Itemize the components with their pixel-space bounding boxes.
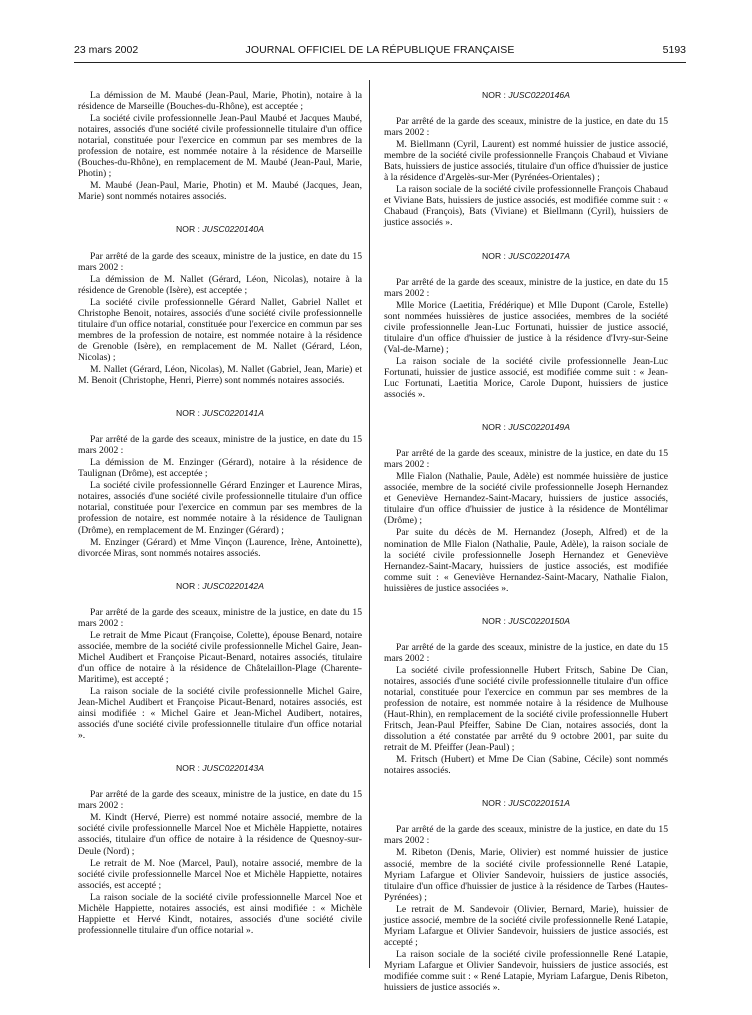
paragraph: Par arrêté de la garde des sceaux, ministre de la justice, en date du 15 mars 2002 : (384, 448, 668, 471)
paragraph: La démission de M. Enzinger (Gérard), notaire à la résidence de Taulignan (Drôme), est acceptée ; (78, 457, 362, 480)
column-divider (369, 80, 370, 968)
nor-label: NOR : (176, 580, 200, 591)
paragraph: M. Ribeton (Denis, Marie, Olivier) est nommé huissier de justice associé, membre de la société civile professionnelle René Latapie, Myriam Lafargue et Olivier Sandevoir, huissiers de justice associés, titulaire d'un office d'huissier de justice à la résidence de Tarbes (Hautes-Pyrénées) ; (384, 847, 668, 903)
paragraph: La raison sociale de la société civile professionnelle Marcel Noe et Michèle Happiette, notaires associés, est ainsi modifiée : « Michèle Happiette et Hervé Kindt, notaires, associés d'une société civile professionnelle titulaire d'un office notarial ». (78, 891, 362, 936)
nor-code: JUSC0220150A (508, 615, 570, 626)
paragraph: M. Kindt (Hervé, Pierre) est nommé notaire associé, membre de la société civile professionnelle Marcel Noe et Michèle Happiette, notaires associés, titulaire d'un office de notaire à la résidence de Quesnoy-sur-Deule (Nord) ; (78, 812, 362, 857)
decree-block (384, 422, 668, 594)
nor-code: JUSC0220141A (202, 408, 264, 419)
paragraph: Par arrêté de la garde des sceaux, ministre de la justice, en date du 15 mars 2002 : (384, 824, 668, 847)
paragraph: M. Fritsch (Hubert) et Mme De Cian (Sabine, Cécile) sont nommés notaires associés. (384, 754, 668, 777)
left-column (78, 90, 362, 958)
decree-block (78, 224, 362, 386)
decree-block (384, 90, 668, 229)
nor-reference (78, 763, 362, 774)
paragraph: M. Maubé (Jean-Paul, Marie, Photin) et M. Maubé (Jacques, Jean, Marie) sont nommés notaires associés. (78, 180, 362, 203)
paragraph: M. Nallet (Gérard, Léon, Nicolas), M. Nallet (Gabriel, Jean, Marie) et M. Benoit (Christophe, Henri, Pierre) sont nommés notaires associés. (78, 363, 362, 387)
paragraph: Par arrêté de la garde des sceaux, ministre de la justice, en date du 15 mars 2002 : (384, 116, 668, 139)
paragraph: Mlle Morice (Laetitia, Frédérique) et Mlle Dupont (Carole, Estelle) sont nommées huissières de justice associées, membres de la société civile professionnelle Jean-Luc Fortunati, huissier de justice associé, titulaire d'un office d'huissier de justice à la résidence d'Ivry-sur-Seine (Val-de-Marne) ; (384, 299, 668, 355)
nor-code: JUSC0220143A (202, 763, 264, 774)
paragraph: La société civile professionnelle Hubert Fritsch, Sabine De Cian, notaires, associés d'une société civile professionnelle titulaire d'un office notarial, constituée pour l'exercice en commun par ses membres de la profession de notaire, est nommée notaire à la résidence de Mulhouse (Haut-Rhin), en remplacement de la société civile professionnelle Hubert Fritsch, Jean-Paul Pfeiffer, Sabine De Cian, notaires associés, dont la dissolution a été constatée par arrêté du 9 octobre 2001, par suite du retrait de M. Pfeiffer (Jean-Paul) ; (384, 664, 668, 754)
nor-label: NOR : (482, 615, 506, 626)
decree-block (78, 763, 362, 936)
nor-label: NOR : (176, 763, 200, 774)
paragraph: La démission de M. Nallet (Gérard, Léon, Nicolas), notaire à la résidence de Grenoble (Isère), est acceptée ; (78, 273, 362, 296)
nor-code: JUSC0220147A (508, 250, 570, 261)
paragraph: M. Biellmann (Cyril, Laurent) est nommé huissier de justice associé, membre de la société civile professionnelle François Chabaud et Viviane Bats, huissiers de justice associés, titulaire d'un office d'huissier de justice à la résidence d'Argelès-sur-Mer (Pyrénées-Orientales) ; (384, 139, 668, 184)
nor-label: NOR : (482, 798, 506, 809)
decree-block (78, 90, 362, 202)
nor-reference (384, 422, 668, 433)
paragraph: Par arrêté de la garde des sceaux, ministre de la justice, en date du 15 mars 2002 : (78, 789, 362, 812)
page-header (74, 44, 686, 60)
nor-reference (78, 224, 362, 235)
nor-code: JUSC0220142A (202, 580, 264, 591)
decree-block (384, 616, 668, 777)
nor-code: JUSC0220149A (508, 422, 570, 433)
paragraph: Le retrait de Mme Picaut (Françoise, Colette), épouse Benard, notaire associée, membre de la société civile professionnelle Michel Gaire, Jean-Michel Audibert et Françoise Picaut-Benard, notaires associés, titulaire d'un office de notaire à la résidence de Châtelaillon-Plage (Charente-Maritime), est accepté ; (78, 629, 362, 685)
paragraph: Par arrêté de la garde des sceaux, ministre de la justice, en date du 15 mars 2002 : (384, 276, 668, 299)
paragraph: La raison sociale de la société civile professionnelle Michel Gaire, Jean-Michel Audibert et Françoise Picaut-Benard, notaires associés, est ainsi modifiée : « Michel Gaire et Jean-Michel Audibert, notaires, associés d'une société civile professionnelle titulaire d'un office notarial ». (78, 686, 362, 742)
paragraph: Le retrait de M. Sandevoir (Olivier, Bernard, Marie), huissier de justice associé, membre de la société civile professionnelle René Latapie, Myriam Lafargue et Olivier Sandevoir, huissiers de justice associés, est accepté ; (384, 903, 668, 948)
right-column (384, 90, 668, 1015)
nor-code: JUSC0220151A (508, 798, 570, 809)
decree-block (78, 408, 362, 559)
nor-label: NOR : (482, 250, 506, 261)
nor-reference (384, 798, 668, 809)
header-title: JOURNAL OFFICIEL DE LA RÉPUBLIQUE FRANÇAISE (245, 44, 515, 56)
nor-reference (384, 616, 668, 627)
paragraph: La société civile professionnelle Gérard Nallet, Gabriel Nallet et Christophe Benoit, notaires, associés d'une société civile professionnelle titulaire d'un office notarial, constituée pour l'exercice en commun par ses membres de la profession de notaire, est nommée notaire à la résidence de Grenoble (Isère), en remplacement de M. Nallet (Gérard, Léon, Nicolas) ; (78, 296, 362, 363)
page-number: 5193 (662, 44, 686, 56)
paragraph: Par arrêté de la garde des sceaux, ministre de la justice, en date du 15 mars 2002 : (78, 434, 362, 457)
paragraph: La raison sociale de la société civile professionnelle René Latapie, Myriam Lafargue et Olivier Sandevoir, huissiers de justice associés, est modifiée comme suit : « René Latapie, Myriam Lafargue, Denis Ribeton, huissiers de justice associés ». (384, 948, 668, 994)
decree-block (384, 798, 668, 993)
header-date: 23 mars 2002 (74, 44, 139, 56)
nor-label: NOR : (482, 90, 506, 100)
decree-block (78, 581, 362, 742)
paragraph: Par arrêté de la garde des sceaux, ministre de la justice, en date du 15 mars 2002 : (78, 606, 362, 629)
paragraph: Le retrait de M. Noe (Marcel, Paul), notaire associé, membre de la société civile professionnelle Marcel Noe et Michèle Happiette, notaires associés, est accepté ; (78, 857, 362, 891)
paragraph: Mlle Fialon (Nathalie, Paule, Adèle) est nommée huissière de justice associée, membre de la société civile professionnelle Joseph Hernandez et Geneviève Hernandez-Saint-Macary, huissiers de justice associés, titulaire d'un office d'huissier de justice à la résidence de Montélimar (Drôme) ; (384, 471, 668, 527)
paragraph: Par suite du décès de M. Hernandez (Joseph, Alfred) et de la nomination de Mlle Fialon (Nathalie, Paule, Adèle), la raison sociale de la société civile professionnelle Joseph Hernandez et Geneviève Hernandez-Saint-Macary, huissiers de justice associés, est modifiée comme suit : « Geneviève Hernandez-Saint-Macary, Nathalie Fialon, huissières de justice associées ». (384, 527, 668, 594)
nor-reference (78, 408, 362, 419)
nor-label: NOR : (176, 408, 200, 419)
decree-block (384, 251, 668, 401)
nor-reference (384, 90, 668, 101)
paragraph: Par arrêté de la garde des sceaux, ministre de la justice, en date du 15 mars 2002 : (384, 641, 668, 664)
paragraph: M. Enzinger (Gérard) et Mme Vinçon (Laurence, Irène, Antoinette), divorcée Miras, sont nommés notaires associés. (78, 536, 362, 559)
nor-label: NOR : (482, 422, 506, 433)
nor-label: NOR : (176, 224, 200, 235)
paragraph: La société civile professionnelle Jean-Paul Maubé et Jacques Maubé, notaires, associés d'une société civile professionnelle titulaire d'un office notarial, constituée pour l'exercice en commun par ses membres de la profession de notaire, est nommée notaire à la résidence de Marseille (Bouches-du-Rhône), en remplacement de M. Maubé (Jean-Paul, Marie, Photin) ; (78, 113, 362, 180)
header-rule (74, 62, 686, 63)
nor-reference (78, 581, 362, 592)
paragraph: La société civile professionnelle Gérard Enzinger et Laurence Miras, notaires, associés d'une société civile professionnelle titulaire d'un office notarial, constituée pour l'exercice en commun par ses membres de la profession de notaire, est nommée notaire à la résidence de Taulignan (Drôme), en remplacement de M. Enzinger (Gérard) ; (78, 480, 362, 536)
nor-reference (384, 251, 668, 262)
paragraph: La raison sociale de la société civile professionnelle Jean-Luc Fortunati, huissier de justice associé, est modifiée comme suit : « Jean-Luc Fortunati, Laetitia Morice, Carole Dupont, huissiers de justice associés ». (384, 355, 668, 401)
paragraph: La raison sociale de la société civile professionnelle François Chabaud et Viviane Bats, huissiers de justice associés, est modifiée comme suit : « Chabaud (François), Bats (Viviane) et Biellmann (Cyril), huissiers de justice associés ». (384, 184, 668, 229)
nor-code: JUSC0220140A (202, 224, 264, 235)
paragraph: La démission de M. Maubé (Jean-Paul, Marie, Photin), notaire à la résidence de Marseille (Bouches-du-Rhône), est acceptée ; (78, 90, 362, 113)
nor-code: JUSC0220146A (508, 90, 570, 100)
paragraph: Par arrêté de la garde des sceaux, ministre de la justice, en date du 15 mars 2002 : (78, 250, 362, 273)
